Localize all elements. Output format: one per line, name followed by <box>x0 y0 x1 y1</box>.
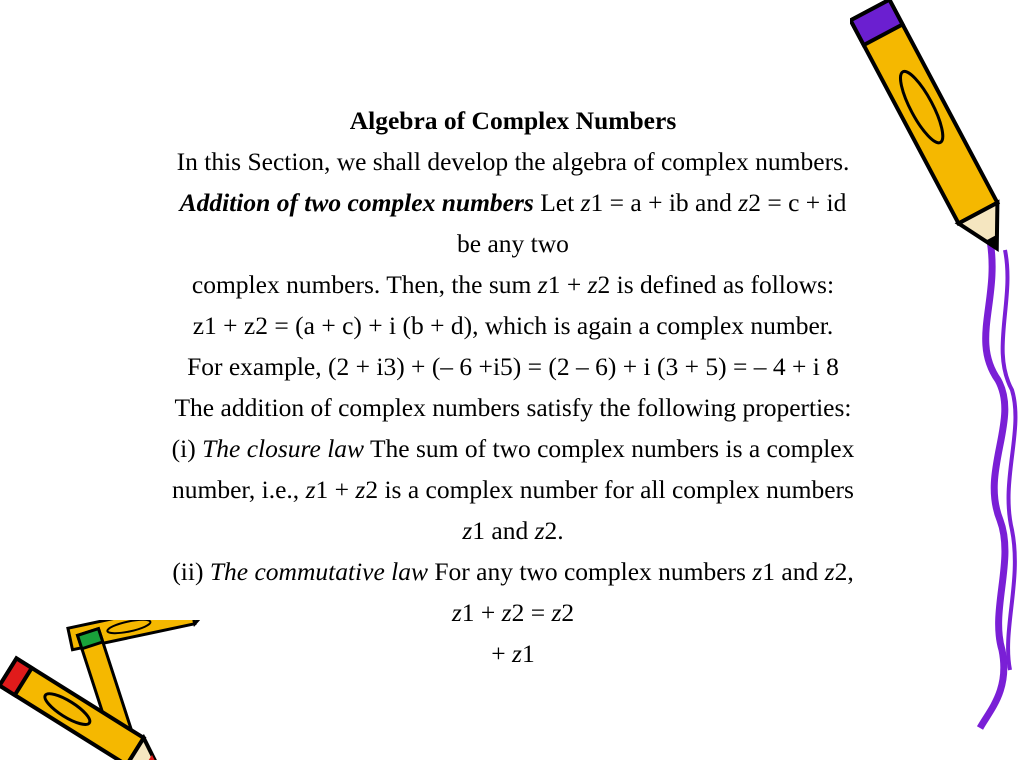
closure-law-line-3 <box>48 510 978 551</box>
sub-1: 1 <box>461 598 475 627</box>
equals-sign: = <box>524 598 552 627</box>
sub-1: 1 <box>315 475 329 504</box>
var-z: z <box>451 598 462 627</box>
properties-intro-line: The addition of complex numbers satisfy the following properties: <box>174 393 852 422</box>
var-z: z <box>738 188 749 217</box>
eq-a-ib: = a + ib <box>603 188 689 217</box>
var-z: z <box>462 516 473 545</box>
def-tail: , which is again a complex number. <box>472 311 834 340</box>
sub-1: 1 <box>547 270 561 299</box>
closure-text-1: The sum of two complex numbers is a complex <box>364 434 855 463</box>
var-z: z <box>501 598 512 627</box>
var-z: z <box>551 598 562 627</box>
var-z: z <box>355 475 366 504</box>
sub-2: 2 <box>597 270 611 299</box>
sum-def-end: is defined as follows: <box>610 270 835 299</box>
closure-text-2a: number, i.e., <box>172 475 306 504</box>
closure-law-line-2 <box>48 469 978 510</box>
sum-def-start: complex numbers. Then, the sum <box>191 270 538 299</box>
slide-title: Algebra of Complex Numbers <box>349 106 677 135</box>
var-z: z <box>537 270 548 299</box>
example-line: For example, (2 + i3) + (– 6 +i5) = (2 – 6) + i (3 + 5) = – 4 + i 8 <box>187 352 839 381</box>
def-formula: z1 + z2 = (a + c) + i (b + d) <box>192 311 473 340</box>
and-text: and <box>688 188 739 217</box>
closure-text-3a: 1 and <box>472 516 535 545</box>
let-text: Let <box>533 188 581 217</box>
closure-law-heading: The closure law <box>202 434 365 463</box>
commutative-text-c: 2, <box>834 557 854 586</box>
slide-content <box>48 100 978 674</box>
plus-sign: + <box>560 270 588 299</box>
plus-text: + <box>491 639 513 668</box>
var-z: z <box>512 639 522 668</box>
sub-1: 1 <box>590 188 604 217</box>
var-z: z <box>752 557 763 586</box>
commutative-text-b: 1 and <box>762 557 825 586</box>
sum-definition-line <box>48 264 978 305</box>
eq-c-id: = c + id <box>760 188 847 217</box>
closure-text-2b: is a complex number for all complex numbers <box>378 475 854 504</box>
sub-2: 2 <box>365 475 379 504</box>
sub-2: 2 <box>748 188 761 217</box>
commutative-text-a: For any two complex numbers <box>427 557 753 586</box>
var-z: z <box>534 516 545 545</box>
sub-2: 2 <box>511 598 525 627</box>
closure-text-3b: 2. <box>544 516 564 545</box>
commutative-last-line <box>48 633 978 674</box>
sub-1: 1 <box>521 639 535 668</box>
closure-law-line <box>48 428 978 469</box>
addition-line <box>48 182 978 223</box>
closure-number: (i) <box>171 434 203 463</box>
plus-sign: + <box>328 475 356 504</box>
commutative-number: (ii) <box>172 557 210 586</box>
commutative-law-line <box>48 551 978 592</box>
var-z: z <box>587 270 598 299</box>
commutative-eq-line <box>48 592 978 633</box>
var-z: z <box>580 188 591 217</box>
intro-line: In this Section, we shall develop the algebra of complex numbers. <box>176 147 850 176</box>
commutative-law-heading: The commutative law <box>209 557 428 586</box>
var-z: z <box>305 475 316 504</box>
sub-2: 2 <box>561 598 575 627</box>
definition-formula-line <box>48 305 978 346</box>
be-any-two-line: be any two <box>457 229 569 258</box>
addition-heading: Addition of two complex numbers <box>179 188 534 217</box>
plus-sign: + <box>474 598 502 627</box>
var-z: z <box>824 557 835 586</box>
